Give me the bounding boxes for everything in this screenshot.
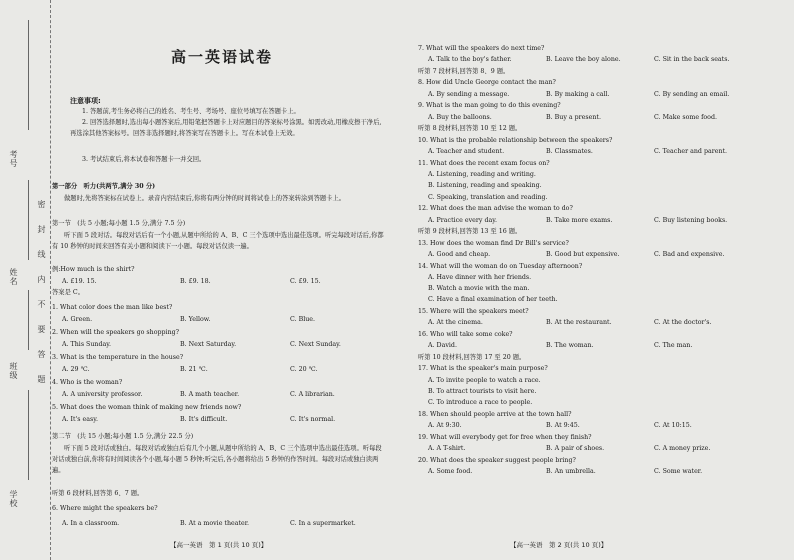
question-option: C. Make some food.	[654, 113, 718, 121]
question-options	[428, 90, 729, 101]
question-option: A. Buy the balloons.	[428, 113, 492, 121]
seal-char: 答	[37, 350, 46, 359]
question-options	[428, 216, 727, 227]
exam-number-line	[28, 20, 29, 130]
question-3-options	[62, 365, 318, 376]
question-item: 18. When should people arrive at the town hall?	[418, 411, 572, 418]
seal-char: 题	[37, 375, 46, 384]
question-option: A. Some food.	[428, 468, 473, 476]
question-1-options	[62, 315, 315, 326]
question-6-option-b: B. At a movie theater.	[180, 520, 250, 527]
question-4: 4. Who is the woman?	[52, 379, 123, 386]
footer-right: 【高一英语 第 2 页(共 10 页)】	[510, 541, 608, 549]
question-option: B. An umbrella.	[546, 468, 596, 476]
question-item: 14. What will the woman do on Tuesday afternoon?	[418, 262, 583, 270]
question-2-options	[62, 340, 341, 351]
question-option: A. Green.	[62, 315, 93, 323]
section2-heading: 第二节 (共 15 小题;每小题 1.5 分,满分 22.5 分)	[52, 433, 194, 440]
question-options	[428, 341, 692, 352]
question-option: C. Buy listening books.	[654, 216, 728, 224]
question-item: 19. What will everybody get for free when they finish?	[418, 434, 592, 441]
section1-directions: 听下面 5 段对话。每段对话后有一个小题,从题中所给的 A、B、C 三个选项中选出最佳选项。听完每段对话后,你都有 10 秒钟的时间来回答有关小题和阅读下一小题。每段对话仅读一遍。	[52, 232, 384, 250]
question-item: 7. What will the speakers do next time?	[418, 45, 545, 52]
question-option: C. Sit in the back seats.	[654, 56, 730, 64]
part1-heading: 第一部分 听力(共两节,满分 30 分)	[52, 183, 156, 190]
question-item: 12. What does the man advise the woman to do?	[418, 205, 573, 213]
question-option: C. Bad and expensive.	[654, 250, 725, 258]
section1-heading: 第一节 (共 5 小题;每小题 1.5 分,满分 7.5 分)	[52, 220, 186, 227]
seal-char: 封	[37, 225, 46, 234]
class-label: 班级	[9, 362, 18, 380]
lead-6: 听第 6 段材料,回答第 6、7 题。	[52, 490, 144, 497]
question-item: 8. How did Uncle George contact the man?	[418, 79, 556, 87]
lead-text: 听第 7 段材料,回答第 8、9 题。	[418, 68, 510, 75]
question-option: A. This Sunday.	[62, 340, 111, 348]
question-option: C. At 10:15.	[654, 422, 692, 430]
footer-left: 【高一英语 第 1 页(共 10 页)】	[170, 541, 268, 549]
notice-item-2: 2. 回答选择题时,选出每小题答案后,用铅笔把答题卡上对应题目的答案标号涂黑。如需改动,用橡皮擦干净后,再选涂其他答案标号。回答非选择题时,将答案写在答题卡上。写在本试卷上无效。	[70, 119, 382, 137]
question-option: A. At the cinema.	[428, 319, 483, 327]
example-question: 例:How much is the shirt?	[52, 266, 135, 273]
seal-char: 线	[37, 250, 46, 259]
question-options	[428, 444, 710, 455]
question-option: B. By making a call.	[546, 90, 610, 98]
question-option: C. To introduce a race to people.	[428, 399, 533, 407]
question-option: A. Talk to the boy's father.	[428, 56, 512, 64]
question-option: B. Take more exams.	[546, 216, 613, 224]
question-6-option-c: C. In a supermarket.	[290, 520, 356, 527]
question-option: A. To invite people to watch a race.	[428, 376, 541, 384]
lead-text: 听第 10 段材料,回答第 17 至 20 题。	[418, 354, 526, 362]
question-option: A. Have dinner with her friends.	[428, 273, 532, 281]
question-option: B. 21 ℃.	[180, 365, 208, 373]
question-options	[428, 113, 717, 124]
class-line	[28, 290, 29, 350]
question-5-options	[62, 415, 335, 426]
example-option-b: B. £9. 18.	[180, 278, 211, 285]
question-2: 2. When will the speakers go shopping?	[52, 329, 180, 336]
notice-heading: 注意事项:	[70, 97, 101, 105]
question-6: 6. Where might the speakers be?	[52, 505, 158, 512]
example-answer: 答案是 C。	[52, 289, 85, 296]
question-option: B. Good but expensive.	[546, 250, 620, 258]
seal-char: 不	[37, 300, 46, 309]
part1-intro: 做题时,先将答案标在试卷上。录音内容结束后,你将有两分钟的时间将试卷上的答案转涂到答题卡上。	[64, 195, 346, 202]
question-item: 17. What is the speaker's main purpose?	[418, 365, 548, 373]
binding-strip	[0, 0, 51, 560]
question-item: 9. What is the man going to do this evening?	[418, 102, 561, 110]
school-label: 学校	[9, 490, 18, 508]
question-option: B. Next Saturday.	[180, 340, 237, 348]
question-option: A. A university professor.	[62, 390, 143, 398]
question-option: C. It's normal.	[290, 415, 336, 423]
question-options	[428, 318, 712, 329]
question-item: 16. Who will take some coke?	[418, 331, 513, 339]
question-option: B. A pair of shoes.	[546, 445, 605, 453]
question-option: B. It's difficult.	[180, 415, 228, 423]
question-option: C. By sending an email.	[654, 90, 730, 98]
question-option: C. Have a final examination of her teeth.	[428, 296, 558, 304]
question-option: B. Buy a present.	[546, 113, 601, 121]
question-option: B. Watch a movie with the man.	[428, 285, 530, 293]
question-options	[428, 55, 729, 66]
question-option: A. It's easy.	[62, 415, 98, 423]
lead-text: 听第 8 段材料,回答第 10 至 12 题。	[418, 125, 522, 133]
question-option: B. To attract tourists to visit here.	[428, 388, 537, 395]
question-option: C. The man.	[654, 342, 693, 350]
question-option: C. Speaking, translation and reading.	[428, 193, 548, 201]
question-option: C. A money prize.	[654, 445, 711, 453]
seal-char: 密	[37, 200, 46, 209]
school-line	[28, 390, 29, 480]
question-1: 1. What color does the man like best?	[52, 304, 173, 311]
question-options	[428, 147, 727, 158]
question-option: B. The woman.	[546, 342, 594, 350]
question-item: 13. How does the woman find Dr Bill's service?	[418, 239, 569, 247]
question-option: C. A librarian.	[290, 390, 335, 398]
question-option: C. 20 ℃.	[290, 365, 318, 373]
question-option: A. Practice every day.	[428, 216, 497, 224]
question-option: A. At 9:30.	[428, 422, 462, 430]
question-option: B. Listening, reading and speaking.	[428, 182, 542, 190]
notice-item-1: 1. 答题前,考生务必将自己的姓名、考生号、考场号、座位号填写在答题卡上。	[82, 108, 300, 115]
example-option-a: A. £19. 15.	[62, 278, 97, 285]
exam-number-label: 考号	[9, 150, 18, 168]
question-5: 5. What does the woman think of making new friends now?	[52, 404, 242, 411]
question-option: A. David.	[428, 342, 457, 350]
question-option: B. At the restaurant.	[546, 319, 612, 327]
question-item: 20. What does the speaker suggest people bring?	[418, 457, 576, 464]
question-options	[428, 250, 724, 261]
right-page	[418, 0, 773, 560]
question-item: 15. Where will the speakers meet?	[418, 308, 529, 316]
question-option: A. 29 ℃.	[62, 365, 90, 373]
question-option: B. Yellow.	[180, 315, 211, 323]
seal-char: 内	[37, 275, 46, 284]
exam-title: 高一英语试卷	[170, 48, 273, 66]
question-option: A. Listening, reading and writing.	[428, 170, 536, 178]
lead-text: 听第 9 段材料,回答第 13 至 16 题。	[418, 228, 522, 236]
question-option: C. At the doctor's.	[654, 319, 712, 327]
question-item: 10. What is the probable relationship between the speakers?	[418, 136, 613, 144]
question-6-options	[62, 519, 356, 530]
question-option: A. A T-shirt.	[428, 445, 466, 453]
question-option: C. Next Sunday.	[290, 340, 341, 348]
question-option: A. Teacher and student.	[428, 147, 505, 155]
question-6-option-a: A. In a classroom.	[62, 520, 120, 527]
notice-item-3: 3. 考试结束后,将本试卷和答题卡一并交回。	[82, 156, 206, 163]
question-4-options	[62, 390, 335, 401]
name-line	[28, 180, 29, 260]
seal-char: 要	[37, 325, 46, 334]
example-options	[62, 277, 321, 288]
question-option: C. Some water.	[654, 468, 703, 476]
question-item: 11. What does the recent exam focus on?	[418, 159, 550, 167]
question-option: C. Teacher and parent.	[654, 147, 728, 155]
question-options	[428, 421, 692, 432]
question-option: B. Classmates.	[546, 147, 593, 155]
name-label: 姓名	[9, 268, 18, 286]
section2-directions: 听下面 5 段对话或独白。每段对话或独白后有几个小题,从题中所给的 A、B、C 三个选项中选出最佳选项。听每段对话或独白前,你将有时间阅读各个小题,每小题 5 秒钟;听完后,各小题将给出 5 秒钟的作答时间。每段对话或独白读两遍。	[52, 445, 382, 474]
example-option-c: C. £9. 15.	[290, 278, 321, 285]
question-3: 3. What is the temperature in the house?	[52, 354, 184, 361]
question-option: A. Good and cheap.	[428, 250, 491, 258]
left-page	[52, 0, 392, 560]
question-options	[428, 467, 702, 478]
question-option: B. A math teacher.	[180, 390, 240, 398]
question-option: B. Leave the boy alone.	[546, 56, 621, 64]
question-option: A. By sending a message.	[428, 90, 510, 98]
question-option: B. At 9:45.	[546, 422, 580, 430]
question-option: C. Blue.	[290, 315, 316, 323]
